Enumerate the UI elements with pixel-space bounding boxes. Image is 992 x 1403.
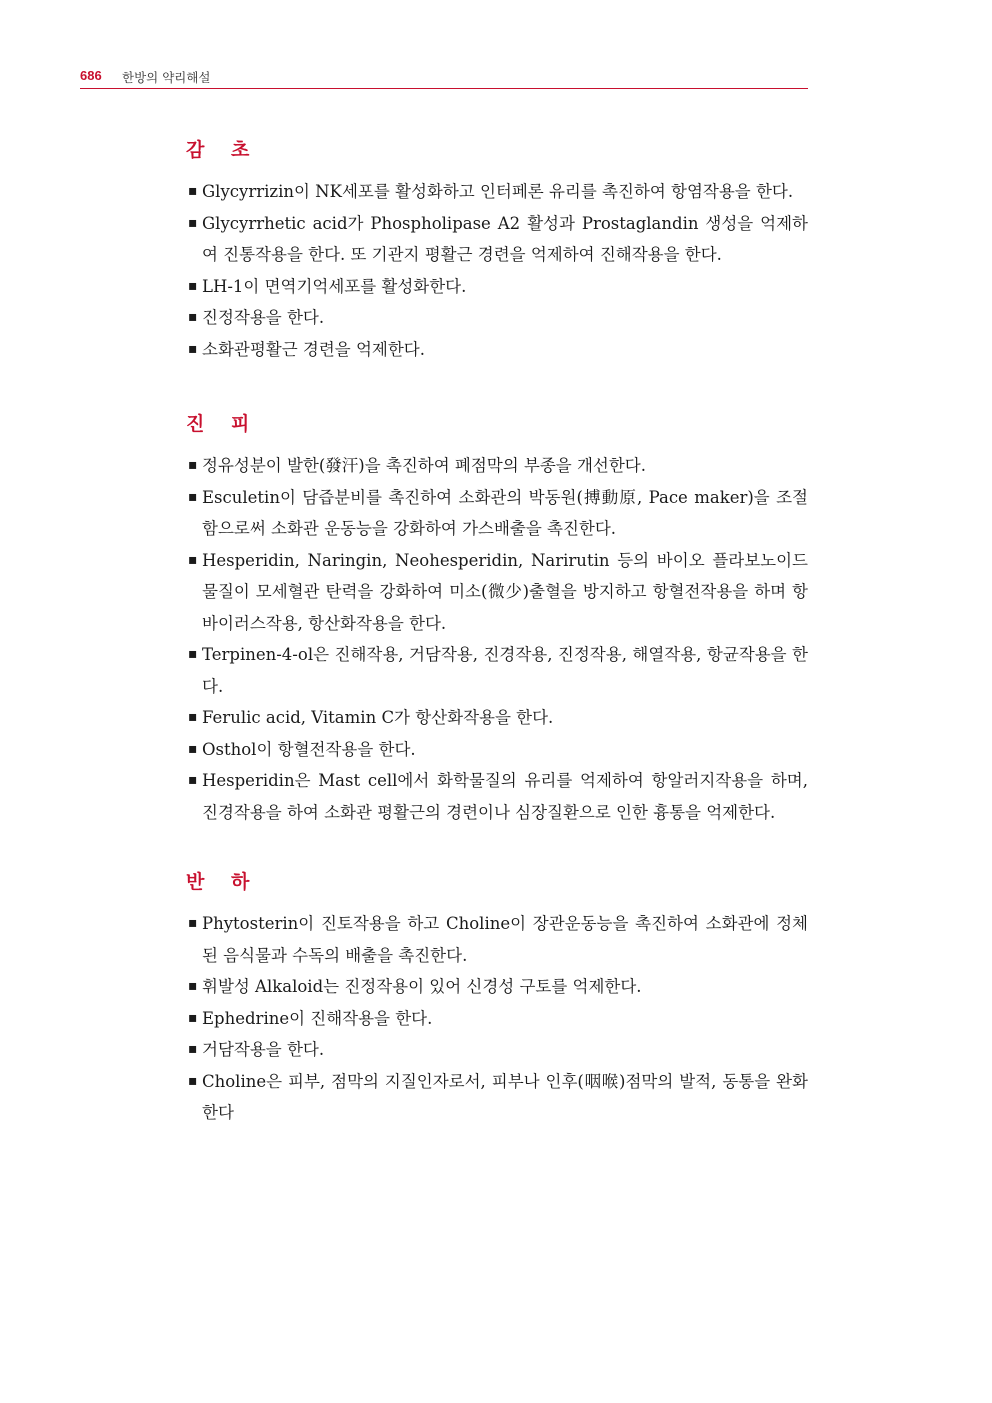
page-number: 686 xyxy=(80,68,102,83)
list-item xyxy=(186,545,808,640)
item-text: Glycyrrhetic acid가 Phospholipase A2 활성과 Prostaglandin 생성을 억제하여 진통작용을 한다. 또 기관지 평활근 경련을 억제하여 진해작용을 한다. xyxy=(202,213,808,264)
list-item xyxy=(186,302,808,334)
list-item xyxy=(186,639,808,702)
bullet-icon: ▪ xyxy=(188,1009,198,1026)
item-text: Choline은 피부, 점막의 지질인자로서, 피부나 인후(咽喉)점막의 발적, 동통을 완화한다 xyxy=(202,1071,808,1122)
section-banha xyxy=(186,870,808,1129)
bullet-icon: ▪ xyxy=(188,709,198,725)
item-text: Esculetin이 담즙분비를 촉진하여 소화관의 박동원(搏動原, Pace maker)을 조절함으로써 소화관 운동능을 강화하여 가스배출을 촉진한다. xyxy=(202,487,808,538)
item-text: 소화관평활근 경련을 억제한다. xyxy=(202,339,425,359)
section-gamcho xyxy=(186,138,808,365)
item-text: 휘발성 Alkaloid는 진정작용이 있어 신경성 구토를 억제한다. xyxy=(202,977,642,996)
item-text: 정유성분이 발한(發汗)을 촉진하여 폐점막의 부종을 개선한다. xyxy=(202,456,646,475)
list-item xyxy=(186,1003,808,1035)
item-text: Ferulic acid, Vitamin C가 항산화작용을 한다. xyxy=(202,708,554,727)
list-item xyxy=(186,765,808,828)
list-item xyxy=(186,334,808,366)
list-item xyxy=(186,482,808,545)
bullet-icon: ▪ xyxy=(188,340,198,357)
bullet-icon: ▪ xyxy=(188,214,198,231)
item-text: Hesperidin, Naringin, Neohesperidin, Narirutin 등의 바이오 플라보노이드 물질이 모세혈관 탄력을 강화하여 미소(微少)출혈을 방지하고 항혈전작용을 하며 항바이러스작용, 항산화작용을 한다. xyxy=(202,550,808,633)
section-jinpi xyxy=(186,412,808,828)
list-item xyxy=(186,271,808,303)
item-text: Phytosterin이 진토작용을 하고 Choline이 장관운동능을 촉진하여 소화관에 정체된 음식물과 수독의 배출을 촉진한다. xyxy=(202,914,808,965)
bullet-icon: ▪ xyxy=(188,772,198,788)
bullet-icon: ▪ xyxy=(188,915,198,931)
item-text: LH-1이 면역기억세포를 활성화한다. xyxy=(202,276,467,296)
item-text: Glycyrrizin이 NK세포를 활성화하고 인터페론 유리를 촉진하여 항염작용을 한다. xyxy=(202,182,794,201)
list-item xyxy=(186,702,808,734)
item-text: 진정작용을 한다. xyxy=(202,308,325,327)
item-text: Ephedrine이 진해작용을 한다. xyxy=(202,1008,433,1028)
list-item xyxy=(186,208,808,271)
item-text: Osthol이 항혈전작용을 한다. xyxy=(202,739,416,759)
bullet-icon: ▪ xyxy=(188,457,198,473)
bullet-icon: ▪ xyxy=(188,277,198,294)
bullet-icon: ▪ xyxy=(188,488,198,505)
section-title: 진 피 xyxy=(186,413,260,435)
list-item xyxy=(186,450,808,482)
bullet-icon: ▪ xyxy=(188,978,198,994)
bullet-icon: ▪ xyxy=(188,309,198,325)
item-text: 거담작용을 한다. xyxy=(202,1040,325,1059)
bullet-icon: ▪ xyxy=(188,646,198,662)
bullet-icon: ▪ xyxy=(188,740,198,757)
item-text: Hesperidin은 Mast cell에서 화학물질의 유리를 억제하여 항알러지작용을 하며, 진경작용을 하여 소화관 평활근의 경련이나 심장질환으로 인한 흉통을 억제한다. xyxy=(202,771,808,822)
list-item xyxy=(186,908,808,971)
bullet-icon: ▪ xyxy=(188,551,198,568)
bullet-icon: ▪ xyxy=(188,1072,198,1089)
bullet-icon: ▪ xyxy=(188,1041,198,1057)
section-title: 반 하 xyxy=(186,871,260,893)
page-header xyxy=(80,66,808,89)
section-title: 감 초 xyxy=(186,139,260,161)
list-item xyxy=(186,734,808,766)
list-item xyxy=(186,176,808,208)
list-item xyxy=(186,971,808,1003)
running-title: 한방의 약리해설 xyxy=(122,70,211,85)
item-text: Terpinen-4-ol은 진해작용, 거담작용, 진경작용, 진정작용, 해열작용, 항균작용을 한다. xyxy=(202,645,808,696)
list-item xyxy=(186,1034,808,1066)
list-item xyxy=(186,1066,808,1129)
bullet-icon: ▪ xyxy=(188,183,198,199)
